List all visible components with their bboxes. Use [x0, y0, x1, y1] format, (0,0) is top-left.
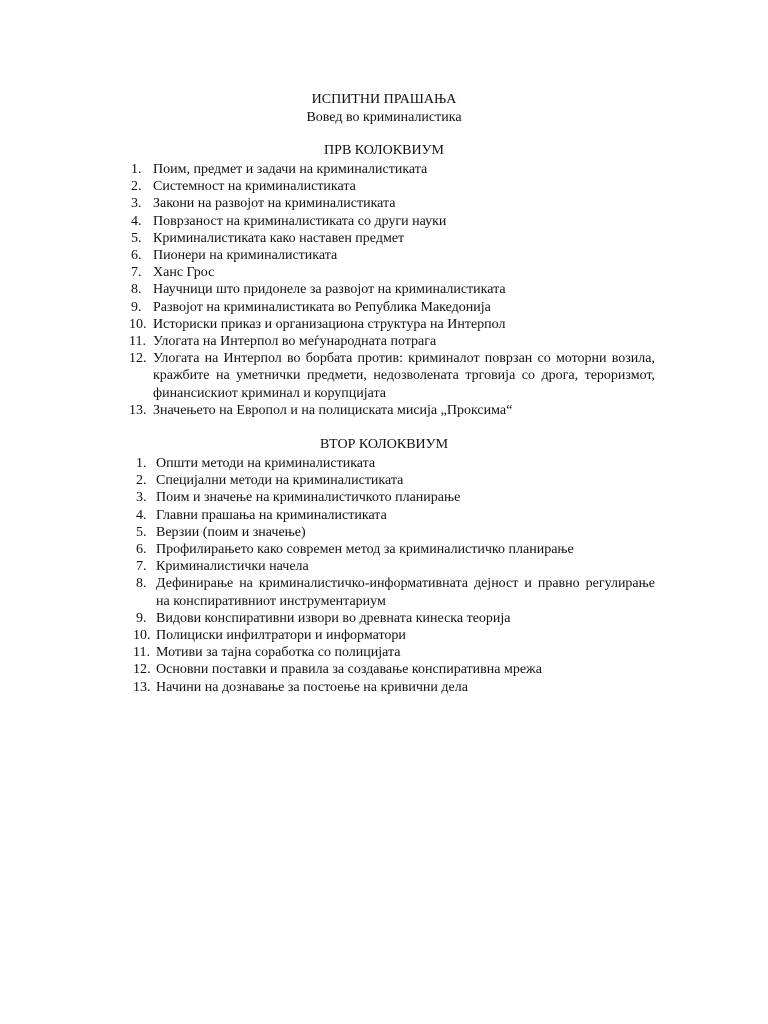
question-text: Поврзаност на криминалистиката со други науки: [153, 213, 447, 229]
question-item: [0, 230, 655, 247]
question-number: 11.: [129, 334, 146, 350]
question-text: Пионери на криминалистиката: [153, 248, 338, 264]
question-text: Историски приказ и организациона структура на Интерпол: [153, 316, 506, 332]
question-number: 4.: [131, 213, 142, 229]
question-text: Криминалистички начела: [156, 559, 309, 575]
question-text: Мотиви за тајна соработка со полицијата: [156, 645, 401, 661]
question-number: 9.: [131, 299, 142, 315]
question-text: Полициски инфилтратори и информатори: [156, 628, 406, 644]
section-heading-second-colloquium: ВТОР КОЛОКВИУМ: [319, 437, 449, 452]
question-number: 12.: [129, 351, 147, 367]
question-item: [0, 161, 655, 178]
question-number: 13.: [129, 402, 147, 418]
question-item: [0, 644, 655, 661]
question-text: Закони на развојот на криминалистиката: [153, 196, 396, 212]
question-text: Улогата на Интерпол во меѓународната потрага: [153, 334, 437, 350]
question-list-second-colloquium: [0, 455, 655, 696]
question-list-first-colloquium: [0, 161, 655, 419]
question-item: [0, 524, 655, 541]
question-number: 10.: [133, 628, 151, 644]
question-number: 12.: [133, 662, 151, 678]
question-number: 5.: [131, 230, 142, 246]
question-number: 2.: [131, 179, 142, 195]
question-item: [0, 575, 655, 609]
question-number: 6.: [131, 248, 142, 264]
question-number: 8.: [131, 282, 142, 298]
question-text: Верзии (поим и значење): [156, 524, 306, 540]
question-item: [0, 350, 655, 402]
question-item: [0, 264, 655, 281]
question-item: [0, 299, 655, 316]
question-text: Системност на криминалистиката: [153, 179, 356, 195]
question-text: Профилирањето како современ метод за криминалистичко планирање: [156, 542, 574, 558]
question-text: Специјални методи на криминалистиката: [156, 473, 404, 489]
question-number: 11.: [133, 645, 150, 661]
question-item: [0, 333, 655, 350]
question-item: [0, 627, 655, 644]
question-text: Видови конспиративни извори во древната кинеска теорија: [156, 610, 511, 626]
question-item: [0, 610, 655, 627]
question-number: 4.: [136, 507, 147, 523]
document-title: ИСПИТНИ ПРАШАЊА: [311, 92, 457, 107]
question-item: [0, 507, 655, 524]
question-item: [0, 541, 655, 558]
question-number: 1.: [136, 456, 147, 471]
question-number: 8.: [136, 576, 147, 592]
question-item: [0, 489, 655, 506]
question-item: [0, 281, 655, 298]
question-text: Улогата на Интерпол во борбата против: криминалот поврзан со моторни возила, кражбите на уметнички предмети, недозволената трговија со дрога, тероризмот, финансискиот криминал и корупцијата: [153, 351, 655, 401]
question-item: [0, 661, 655, 678]
document-subtitle: Вовед во криминалистика: [306, 110, 462, 125]
question-item: [0, 455, 655, 472]
question-text: Главни прашања на криминалистиката: [156, 507, 387, 523]
question-text: Основни поставки и правила за создавање конспиративна мрежа: [156, 662, 542, 678]
section-heading-first-colloquium: ПРВ КОЛОКВИУМ: [324, 143, 444, 158]
question-text: Значењето на Европол и на полициската мисија „Проксима“: [153, 402, 513, 418]
question-number: 7.: [131, 265, 142, 281]
question-item: [0, 316, 655, 333]
question-item: [0, 402, 655, 419]
question-number: 3.: [136, 490, 147, 506]
question-text: Поим, предмет и задачи на криминалистиката: [153, 162, 428, 177]
question-item: [0, 472, 655, 489]
question-item: [0, 247, 655, 264]
question-number: 2.: [136, 473, 147, 489]
question-item: [0, 178, 655, 195]
question-text: Општи методи на криминалистиката: [156, 456, 376, 471]
question-item: [0, 213, 655, 230]
question-text: Научници што придонеле за развојот на криминалистиката: [153, 282, 506, 298]
question-text: Криминалистиката како наставен предмет: [153, 230, 405, 246]
question-item: [0, 195, 655, 212]
question-item: [0, 558, 655, 575]
question-text: Начини на дознавање за постоење на кривични дела: [156, 679, 468, 695]
question-number: 6.: [136, 542, 147, 558]
question-text: Поим и значење на криминалистичкото планирање: [156, 490, 461, 506]
question-text: Ханс Грос: [153, 265, 215, 281]
question-number: 3.: [131, 196, 142, 212]
question-number: 10.: [129, 316, 147, 332]
question-text: Развојот на криминалистиката во Република Македонија: [153, 299, 491, 315]
question-number: 5.: [136, 524, 147, 540]
question-item: [0, 679, 655, 696]
question-number: 13.: [133, 679, 151, 695]
question-number: 7.: [136, 559, 147, 575]
question-number: 9.: [136, 610, 147, 626]
question-number: 1.: [131, 162, 142, 177]
question-text: Дефинирање на криминалистичко-информативната дејност и правно регулирање на конспиративниот инструментариум: [156, 576, 655, 609]
